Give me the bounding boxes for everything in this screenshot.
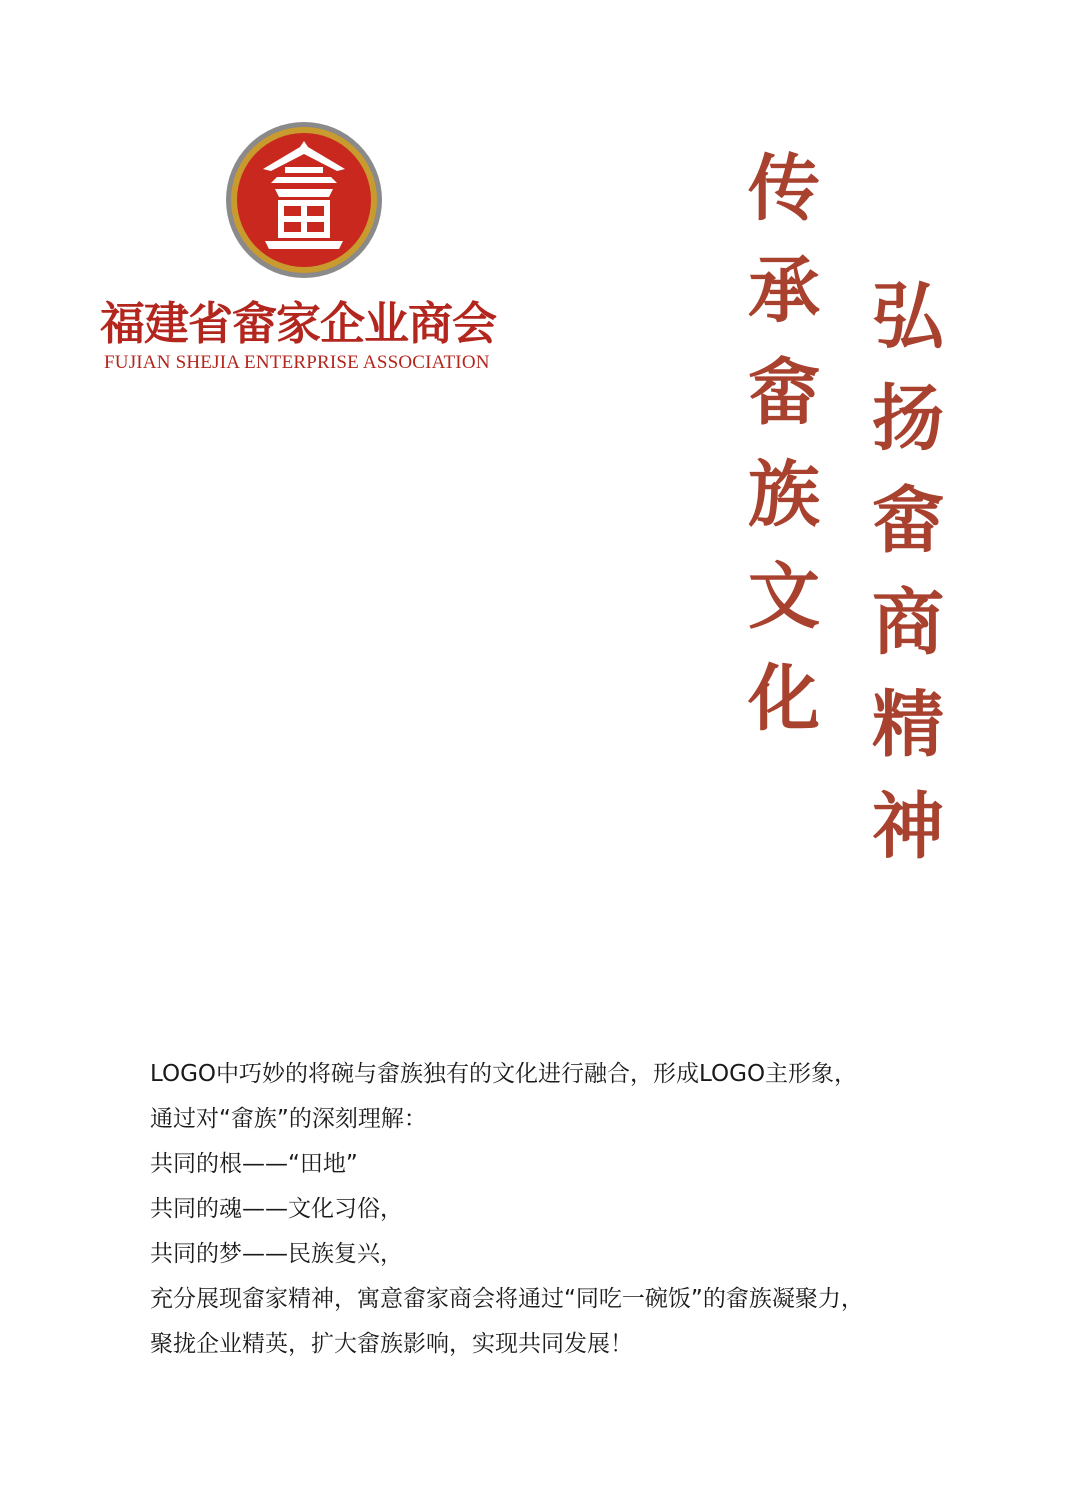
logo-description — [150, 1052, 1030, 1367]
slogan-left: 传承畲族文化 — [736, 150, 821, 762]
description-line: 共同的梦——民族复兴， — [150, 1241, 403, 1267]
description-line: 共同的魂——文化习俗， — [150, 1196, 403, 1222]
description-line: 充分展现畲家精神，寓意畲家商会将通过“同吃一碗饭”的畲族凝聚力， — [150, 1286, 864, 1312]
she-character-emblem-icon — [225, 121, 383, 279]
description-line: LOGO中巧妙的将碗与畲族独有的文化进行融合，形成LOGO主形象， — [150, 1061, 858, 1087]
organization-name-english: FUJIAN SHEJIA ENTERPRISE ASSOCIATION — [104, 352, 490, 373]
organization-name-chinese: 福建省畲家企业商会 — [100, 297, 497, 350]
slogan-right: 弘扬畲商精神 — [860, 278, 945, 890]
description-line: 通过对“畲族”的深刻理解： — [150, 1106, 427, 1132]
description-line: 聚拢企业精英，扩大畲族影响，实现共同发展！ — [150, 1331, 633, 1357]
description-line: 共同的根——“田地” — [150, 1151, 358, 1177]
